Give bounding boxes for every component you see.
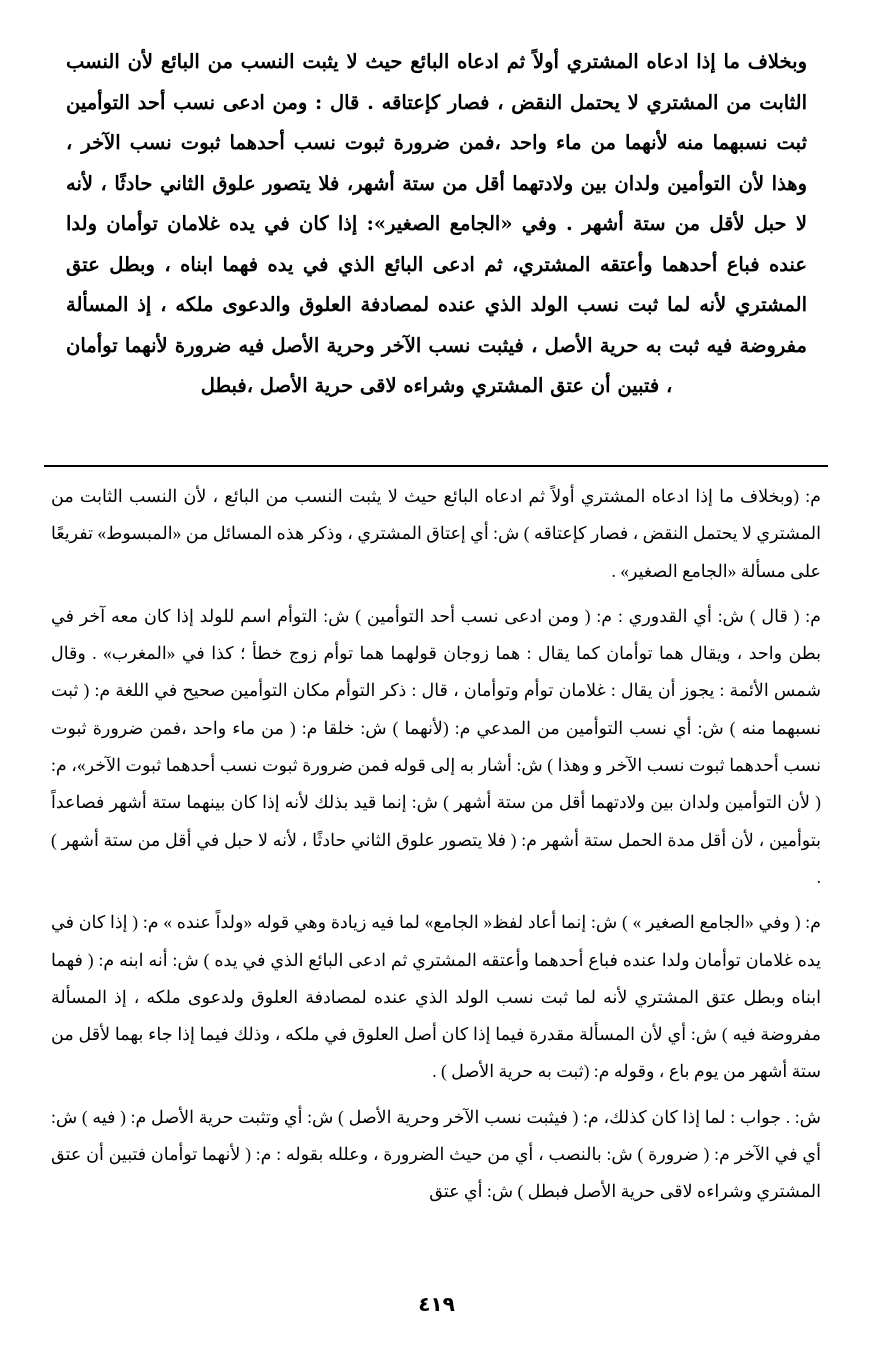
commentary-paragraph-2: م: ( قال ) ش: أي القدوري : م: ( ومن ادعى نسب أحد التوأمين ) ش: التوأم اسم للولد إذا كان معه آخر في بطن واحد ، ويقال هما توأمان كما يقال : هما زوجان قولهما هما توأم زوج خطأ ؛ كذا في «المغرب» . وقال شمس الأئمة : يجوز أن يقال : غلامان توأم وتوأمان ، قال : ذكر التوأم مكان التوأمين صحيح في اللغة م: ( ثبت نسبهما منه ) ش: أي نسب التوأمين من المدعي م: (لأنهما ) ش: خلقا م: ( من ماء واحد ،فمن ضرورة ثبوت نسب أحدهما ثبوت نسب الآخر و وهذا ) ش: أشار به إلى قوله فمن ضرورة ثبوت نسب أحدهما ثبوت الآخر»، م: ( لأن التوأمين ولدان بين ولادتهما أقل من ستة أشهر ) ش: إنما قيد بذلك لأنه إذا كان بينهما ستة أشهر فصاعداً بتوأمين ، لأن أقل مدة الحمل ستة أشهر م: ( فلا يتصور علوق الثاني حادثًا ، لأنه لا حبل في أقل من ستة أشهر ) . <box>51 605 821 887</box>
commentary-paragraph-1: م: (وبخلاف ما إذا ادعاه المشتري أولاً ثم ادعاه البائع حيث لا يثبت النسب من البائع ، لأن النسب الثابت من المشتري لا يحتمل النقض ، فصار كإعتاقه ) ش: أي إعتاق المشتري ، وذكر هذه المسائل من «المبسوط» تفريعًا على مسألة «الجامع الصغير» . <box>51 486 821 581</box>
main-text: وبخلاف ما إذا ادعاه المشتري أولاً ثم ادعاه البائع حيث لا يثبت النسب من البائع لأن النسب الثابت من المشتري لا يحتمل النقض ، فصار كإعتاقه . قال : ومن ادعى نسب أحد التوأمين ثبت نسبهما منه لأنهما من ماء واحد ،فمن ضرورة ثبوت نسب أحدهما ثبوت نسب الآخر ، وهذا لأن التوأمين ولدان بين ولادتهما أقل من ستة أشهر، فلا يتصور علوق الثاني حادثًا ، لأنه لا حبل لأقل من ستة أشهر . وفي «الجامع الصغير»: إذا كان في يده غلامان توأمان ولدا عنده فباع أحدهما وأعتقه المشتري، ثم ادعى البائع الذي في يده فهما ابناه ، وبطل عتق المشتري لأنه لما ثبت نسب الولد الذي عنده لمصادفة العلوق والدعوى ملكه ، إذ المسألة مفروضة فيه ثبت به حرية الأصل ، فيثبت نسب الآخر وحرية الأصل فيه ضرورة لأنهما توأمان ، فتبين أن عتق المشتري وشراءه لاقى حرية الأصل ،فبطل <box>66 50 807 397</box>
commentary-section <box>51 478 821 1219</box>
page-number: ٤١٩ <box>418 1292 455 1316</box>
commentary-paragraph-3: م: ( وفي «الجامع الصغير » ) ش: إنما أعاد لفظ« الجامع» لما فيه زيادة وهي قوله «ولداً عنده » م: ( إذا كان في يده غلامان توأمان ولدا عنده فباع أحدهما وأعتقه المشتري ثم ادعى البائع الذي في يده ) ش: أنه ابنه م: ( فهما ابناه وبطل عتق المشتري لأنه لما ثبت نسب الولد الذي عنده لمصادفة العلوق ولدعوى ملكه ، إذ المسألة مفروضة فيه ) ش: أي لأن المسألة مقدرة فيما إذا كان أصل العلوق في ملكه ، وذلك فيما إذا جاء بهما لأقل من ستة أشهر من يوم باع ، وقوله م: (ثبت به حرية الأصل ) . <box>51 912 821 1082</box>
footnote-separator <box>44 465 828 467</box>
commentary-paragraph-4: ش: . جواب : لما إذا كان كذلك، م: ( فيثبت نسب الآخر وحرية الأصل ) ش: أي وتثبت حرية الأصل م: ( فيه ) ش: أي في الآخر م: ( ضرورة ) ش: بالنصب ، أي من حيث الضرورة ، وعلله بقوله : م: ( لأنهما توأمان فتبين أن عتق المشتري وشراءه لاقى حرية الأصل فبطل ) ش: أي عتق <box>51 1106 821 1202</box>
